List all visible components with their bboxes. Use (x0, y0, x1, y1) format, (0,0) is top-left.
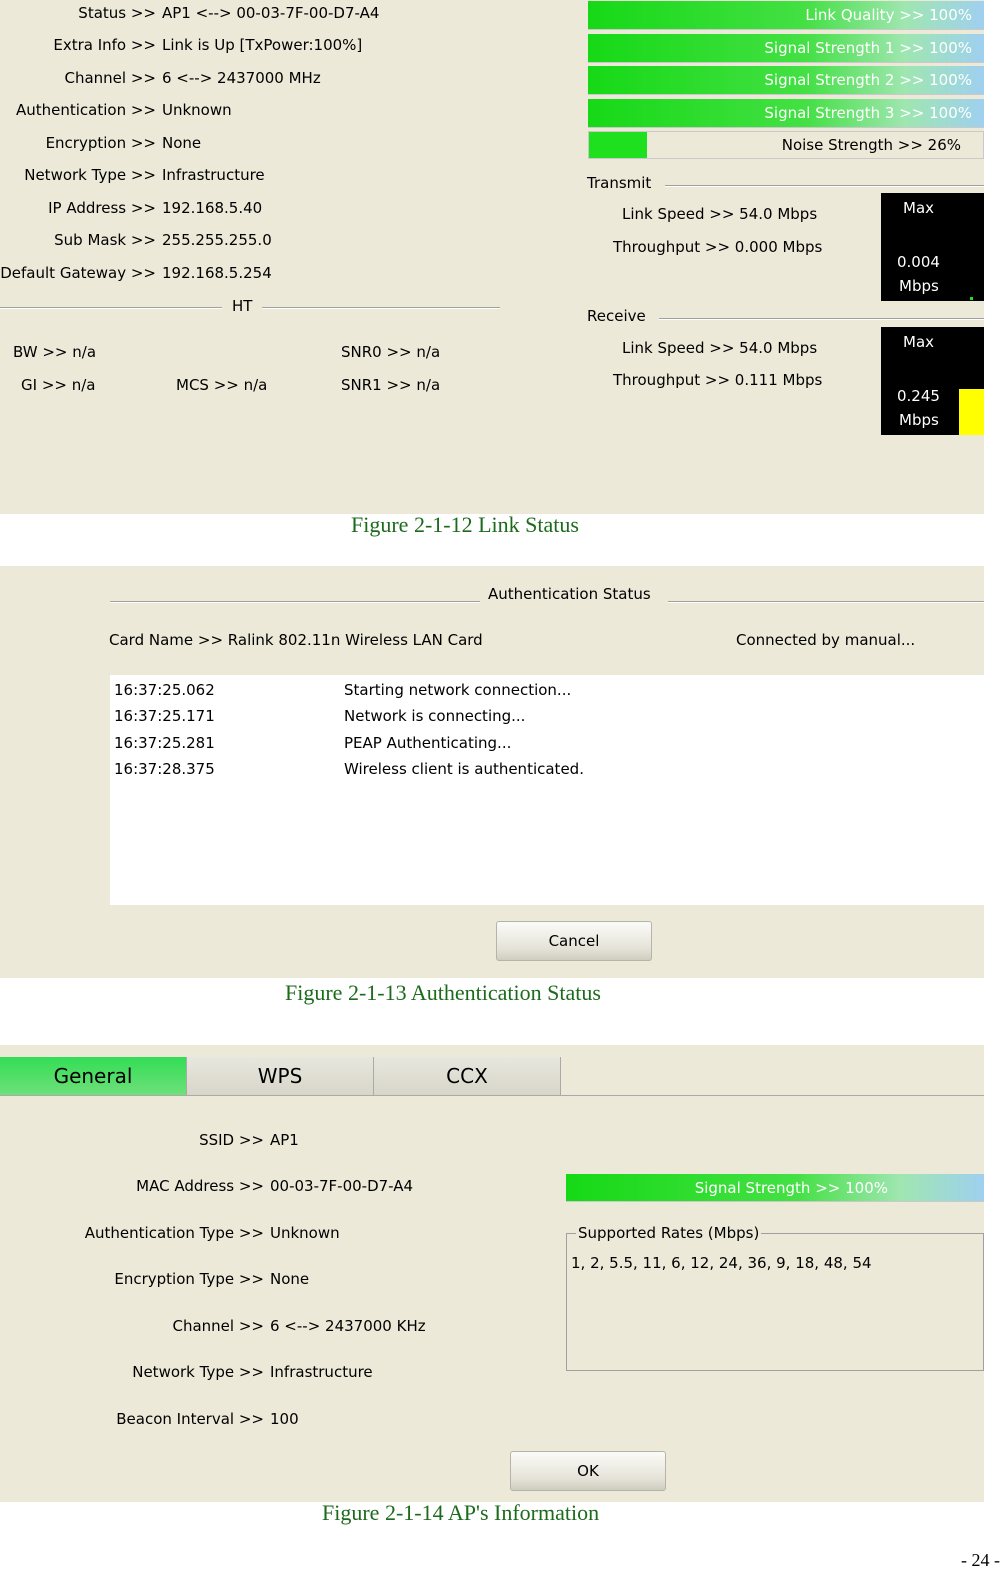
connected-by: Connected by manual... (736, 631, 916, 649)
default-gateway-value: 192.168.5.254 (162, 264, 272, 282)
transmit-monitor-value: 0.004 (897, 253, 940, 271)
extra-info-value: Link is Up [TxPower:100%] (162, 36, 363, 54)
receive-monitor-value: 0.245 (897, 387, 940, 405)
ht-divider-left (0, 307, 222, 309)
log-message: Starting network connection... (344, 681, 572, 699)
link-status-panel (0, 0, 984, 514)
authentication-type-label: Authentication Type >> (84, 1224, 264, 1242)
transmit-divider (665, 185, 984, 187)
auth-divider-right (668, 601, 984, 603)
link-quality-text: Link Quality >> 100% (805, 6, 972, 24)
ht-snr1: SNR1 >> n/a (341, 376, 441, 394)
authentication-type-value: Unknown (270, 1224, 340, 1242)
beacon-interval-label: Beacon Interval >> (116, 1410, 264, 1428)
encryption-type-label: Encryption Type >> (114, 1270, 264, 1288)
transmit-throughput: Throughput >> 0.000 Mbps (613, 238, 823, 256)
figure-caption-link-status: Figure 2-1-12 Link Status (351, 512, 579, 537)
page-number: - 24 - (961, 1550, 1000, 1570)
log-time: 16:37:25.171 (114, 707, 215, 725)
log-message: PEAP Authenticating... (344, 734, 512, 752)
network-type-label: Network Type >> (24, 166, 156, 184)
sub-mask-value: 255.255.255.0 (162, 231, 272, 249)
ht-snr0: SNR0 >> n/a (341, 343, 441, 361)
ht-mcs: MCS >> n/a (176, 376, 268, 394)
tab-ccx[interactable]: CCX (374, 1057, 561, 1095)
receive-throughput-monitor (881, 327, 984, 435)
beacon-interval-value: 100 (270, 1410, 299, 1428)
ap-network-type-value: Infrastructure (270, 1363, 373, 1381)
log-time: 16:37:25.281 (114, 734, 215, 752)
log-message: Network is connecting... (344, 707, 526, 725)
extra-info-label: Extra Info >> (53, 36, 156, 54)
figure-caption-authentication-status: Figure 2-1-13 Authentication Status (285, 980, 601, 1005)
ip-address-value: 192.168.5.40 (162, 199, 263, 217)
channel-label: Channel >> (64, 69, 156, 87)
supported-rates-list: 1, 2, 5.5, 11, 6, 12, 24, 36, 9, 18, 48, 54 (571, 1254, 872, 1272)
ok-button[interactable]: OK (510, 1451, 666, 1491)
figure-caption-ap-information: Figure 2-1-14 AP's Information (322, 1500, 600, 1525)
auth-log-list[interactable] (110, 675, 984, 905)
encryption-type-value: None (270, 1270, 310, 1288)
authentication-label: Authentication >> (15, 101, 156, 119)
receive-monitor-max: Max (903, 333, 935, 351)
log-time: 16:37:28.375 (114, 760, 215, 778)
tab-wps[interactable]: WPS (187, 1057, 374, 1095)
ht-title: HT (232, 297, 253, 315)
signal-strength-3-text: Signal Strength 3 >> 100% (764, 104, 972, 122)
ht-gi: GI >> n/a (21, 376, 96, 394)
signal-strength-2-text: Signal Strength 2 >> 100% (764, 71, 972, 89)
signal-strength-1-text: Signal Strength 1 >> 100% (764, 39, 972, 57)
tab-strip-line (0, 1095, 984, 1096)
status-label: Status >> (78, 4, 156, 22)
ssid-label: SSID >> (199, 1131, 264, 1149)
signal-strength-1-bar (588, 34, 984, 63)
transmit-monitor-trace (970, 297, 973, 300)
auth-status-title: Authentication Status (488, 585, 651, 603)
transmit-link-speed: Link Speed >> 54.0 Mbps (622, 205, 818, 223)
ap-network-type-label: Network Type >> (132, 1363, 264, 1381)
mac-address-value: 00-03-7F-00-D7-A4 (270, 1177, 414, 1195)
receive-divider (659, 318, 984, 320)
ap-channel-label: Channel >> (172, 1317, 264, 1335)
noise-strength-text: Noise Strength >> 26% (781, 136, 961, 154)
ap-signal-strength-bar (566, 1174, 984, 1202)
noise-strength-bar (588, 131, 984, 159)
ht-bw: BW >> n/a (13, 343, 97, 361)
authentication-value: Unknown (162, 101, 232, 119)
tab-general[interactable]: General (0, 1057, 187, 1095)
receive-monitor-unit: Mbps (899, 411, 939, 429)
auth-divider-left (110, 601, 480, 603)
transmit-throughput-monitor (881, 193, 984, 301)
link-quality-bar (588, 1, 984, 30)
ap-channel-value: 6 <--> 2437000 KHz (270, 1317, 426, 1335)
receive-throughput: Throughput >> 0.111 Mbps (613, 371, 823, 389)
encryption-label: Encryption >> (45, 134, 156, 152)
receive-title: Receive (587, 307, 646, 325)
cancel-button[interactable]: Cancel (496, 921, 652, 961)
transmit-title: Transmit (587, 174, 652, 192)
log-time: 16:37:25.062 (114, 681, 215, 699)
supported-rates-box (566, 1224, 984, 1371)
ssid-value: AP1 (270, 1131, 299, 1149)
receive-link-speed: Link Speed >> 54.0 Mbps (622, 339, 818, 357)
mac-address-label: MAC Address >> (136, 1177, 264, 1195)
encryption-value: None (162, 134, 202, 152)
status-value: AP1 <--> 00-03-7F-00-D7-A4 (162, 4, 380, 22)
transmit-monitor-max: Max (903, 199, 935, 217)
noise-strength-fill (589, 132, 647, 158)
receive-monitor-trace (959, 389, 984, 435)
ip-address-label: IP Address >> (48, 199, 156, 217)
ht-divider-right (262, 307, 500, 309)
transmit-monitor-unit: Mbps (899, 277, 939, 295)
signal-strength-3-bar (588, 99, 984, 128)
ap-signal-strength-text: Signal Strength >> 100% (694, 1179, 888, 1197)
supported-rates-title: Supported Rates (Mbps) (578, 1224, 760, 1242)
channel-value: 6 <--> 2437000 MHz (162, 69, 321, 87)
sub-mask-label: Sub Mask >> (54, 231, 156, 249)
log-message: Wireless client is authenticated. (344, 760, 584, 778)
network-type-value: Infrastructure (162, 166, 265, 184)
default-gateway-label: Default Gateway >> (0, 264, 156, 282)
card-name: Card Name >> Ralink 802.11n Wireless LAN Card (109, 631, 483, 649)
signal-strength-2-bar (588, 66, 984, 95)
